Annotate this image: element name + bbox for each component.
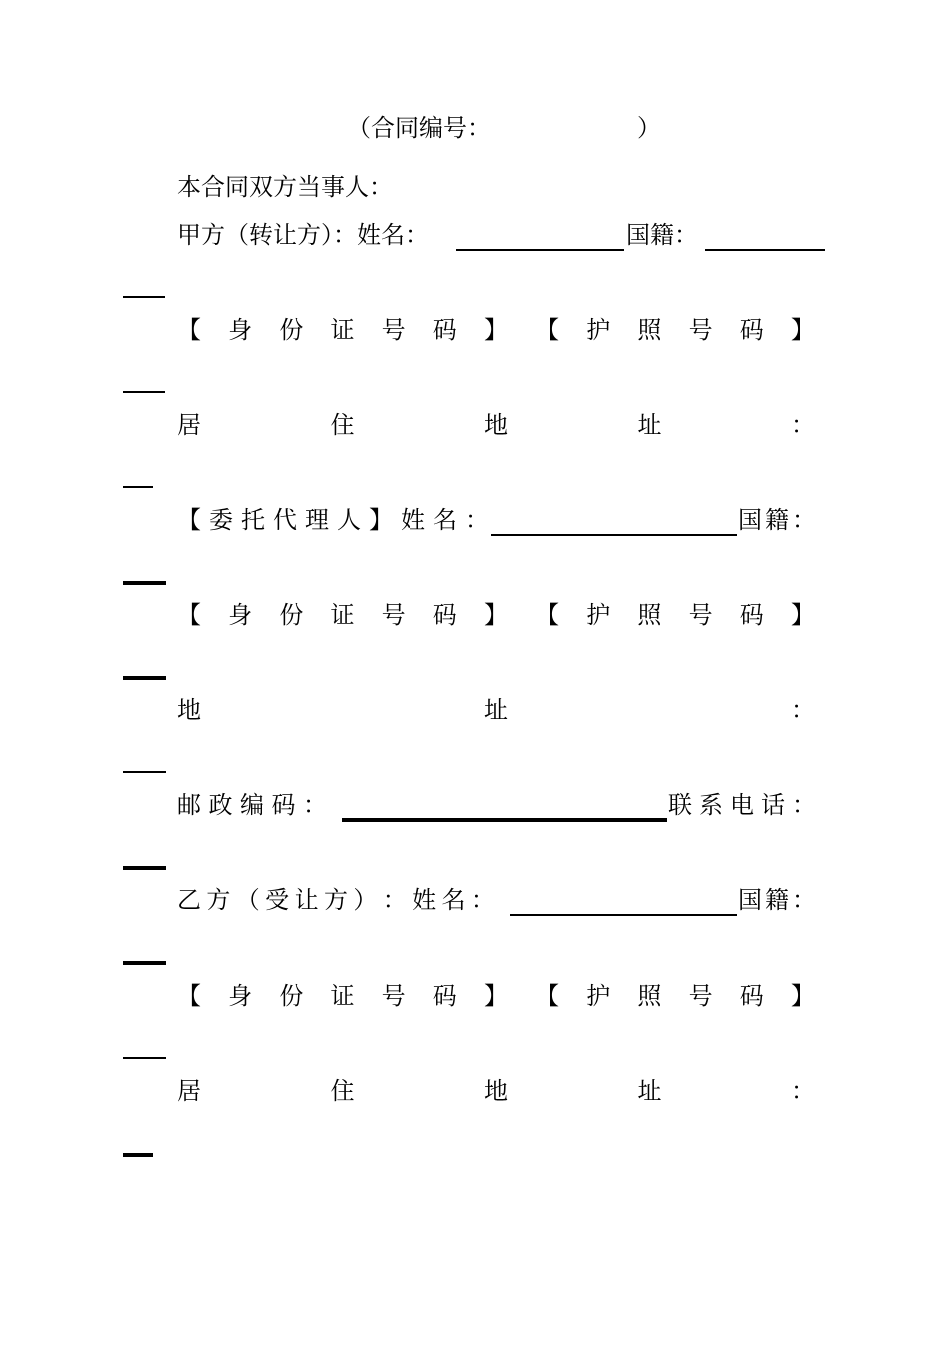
party-a-name-field[interactable] (456, 249, 624, 251)
id-char: 份 (279, 316, 304, 344)
id-char: 】 (790, 316, 815, 344)
id-char: 】 (483, 316, 508, 344)
agent-id-line: 【 身 份 证 号 码 】 【 护 照 号 码 】 (177, 601, 815, 629)
continuation-line (123, 296, 165, 298)
party-b-name-field[interactable] (510, 914, 737, 916)
party-a-id-line (177, 310, 815, 350)
contract-number-open: （合同编号： (347, 114, 491, 142)
id-char: 码 (739, 316, 764, 344)
party-a-nationality-field[interactable] (705, 249, 825, 251)
continuation-line (123, 961, 166, 965)
id-char: 护 (586, 316, 611, 344)
contract-number-close: ） (637, 114, 661, 142)
continuation-line (123, 391, 165, 393)
id-char: 【 (535, 316, 560, 344)
residence-char: 址 (637, 411, 662, 439)
agent-name-field[interactable] (491, 534, 737, 536)
agent-nationality-label: 国 籍 ： (738, 506, 816, 534)
party-b-label: 乙 方 （ 受 让 方 ） ： 姓 名 ： (177, 886, 495, 914)
residence-char: ： (791, 411, 815, 439)
party-a-nationality-label: 国籍： (626, 221, 698, 249)
continuation-line (123, 676, 166, 680)
id-char: 证 (330, 316, 355, 344)
postal-code-field[interactable] (342, 818, 667, 822)
id-char: 号 (381, 316, 406, 344)
id-char: 码 (432, 316, 457, 344)
id-char: 号 (688, 316, 713, 344)
continuation-line (123, 771, 166, 773)
residence-char: 地 (484, 411, 508, 439)
agent-address-line: 地 址 ： (177, 696, 815, 724)
continuation-line (123, 1153, 153, 1157)
continuation-line (123, 1057, 166, 1059)
party-a-label: 甲方（转让方）：姓名： (177, 221, 429, 249)
agent-label: 【 委 托 代 理 人 】 姓 名 ： (177, 506, 489, 534)
continuation-line (123, 581, 166, 585)
id-char: 照 (637, 316, 662, 344)
continuation-line (123, 486, 153, 488)
id-char: 身 (228, 316, 253, 344)
id-char: 【 (177, 316, 201, 344)
intro-text: 本合同双方当事人： (177, 173, 393, 201)
continuation-line (123, 866, 166, 870)
party-b-id-line: 【 身 份 证 号 码 】 【 护 照 号 码 】 (177, 982, 815, 1010)
party-a-residence-line (177, 405, 815, 445)
phone-label: 联 系 电 话 ： (668, 791, 816, 819)
residence-char: 居 (177, 411, 201, 439)
party-b-nationality-label: 国 籍 ： (738, 886, 816, 914)
party-b-residence-line: 居 住 地 址 ： (177, 1077, 815, 1105)
residence-char: 住 (330, 411, 355, 439)
postal-label: 邮 政 编 码 ： (177, 791, 327, 819)
